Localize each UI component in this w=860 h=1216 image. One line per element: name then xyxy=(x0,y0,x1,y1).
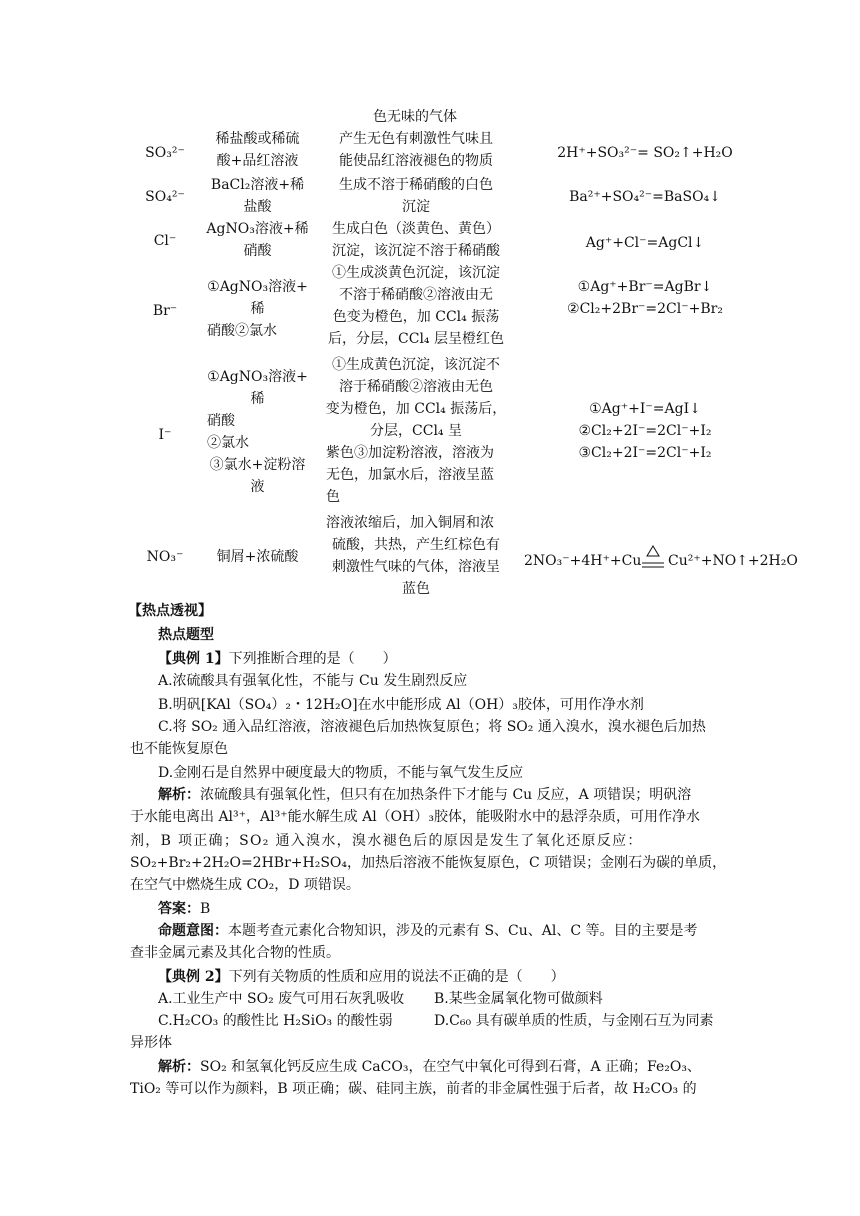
ion-cell: SO₄²⁻ xyxy=(145,189,185,205)
section-subheading: 热点题型 xyxy=(158,627,214,643)
intent-line-1: 命题意图：本题考查元素化合物知识，涉及的元素有 S、Cu、Al、C 等。目的主要是考 xyxy=(158,923,698,939)
reagent-cell: 稀盐酸或稀硫 酸+品红溶液 xyxy=(215,131,300,169)
analysis-line-1: 解析：SO₂ 和氢氧化钙反应生成 CaCO₃，在空气中氧化可得到石膏，A 正确；Fe₂O₃、 xyxy=(158,1059,701,1075)
answer-line xyxy=(158,898,210,920)
analysis-label: 解析： xyxy=(158,787,200,803)
phenomenon-cell: ①生成淡黄色沉淀，该沉淀 不溶于稀硝酸②溶液由无 色变为橙色，加 CCl₄ 振荡 后，分层，CCl₄ 层呈橙红色 xyxy=(328,265,504,347)
reagent-cell: ①AgNO₃溶液+ 稀 硝酸 ②氯水 ③氯水+淀粉溶 液 xyxy=(207,369,308,495)
ion-cell: NO₃⁻ xyxy=(146,549,184,565)
analysis-label: 解析： xyxy=(158,1059,200,1075)
phenomenon-cell: ①生成黄色沉淀，该沉淀不 溶于稀硝酸②溶液由无色 变为橙色，加 CCl₄ 振荡后， 分层，CCl₄ 呈 紫色③加淀粉溶液，溶液为 无色，加氯水后，溶液呈蓝 色 xyxy=(325,357,507,505)
reagent-cell: ①AgNO₃溶液+ 稀 硝酸②氯水 xyxy=(207,279,308,339)
reagent-cell: 铜屑+浓硫酸 xyxy=(216,549,299,565)
option-d: D.C₆₀ 具有碳单质的性质，与金刚石互为同素 xyxy=(434,1013,714,1029)
option-c-continued: 也不能恢复原色 xyxy=(130,741,228,757)
phenomenon-cell: 生成不溶于稀硝酸的白色 沉淀 xyxy=(339,177,493,215)
analysis-line-1: 解析：浓硫酸具有强氧化性，但只有在加热条件下才能与 Cu 反应，A 项错误；明矾溶 xyxy=(158,787,692,803)
option-d: D.金刚石是自然界中硬度最大的物质，不能与氧气发生反应 xyxy=(158,765,524,781)
ion-cell: Br⁻ xyxy=(152,303,178,319)
ion-cell: SO₃²⁻ xyxy=(145,145,185,161)
analysis-line-2: TiO₂ 等可以作为颜料，B 项正确；碳、硅同主族，前者的非金属性强于后者，故 H₂CO₃ 的 xyxy=(130,1081,697,1097)
answer-label: 答案： xyxy=(158,901,200,917)
ion-cell: I⁻ xyxy=(158,427,172,443)
equation-cell: Ba²⁺+SO₄²⁻=BaSO₄↓ xyxy=(569,189,721,205)
analysis-line-2: 于水能电离出 Al³⁺，Al³⁺能水解生成 Al（OH）₃胶体，能吸附水中的悬浮杂质，可用作净水 xyxy=(130,809,700,825)
example-tag: 【典例 2】 xyxy=(158,969,229,985)
question-text: 下列推断合理的是（ ） xyxy=(228,651,397,667)
answer-value: B xyxy=(200,901,211,917)
analysis-line-5: 在空气中燃烧生成 CO₂，D 项错误。 xyxy=(130,877,360,893)
equation-cell: Ag⁺+Cl⁻=AgCl↓ xyxy=(585,235,705,251)
option-c: C.H₂CO₃ 的酸性比 H₂SiO₃ 的酸性弱 xyxy=(158,1013,393,1029)
equation-left: 2NO₃⁻+4H⁺+Cu xyxy=(524,553,642,569)
question-line xyxy=(158,966,565,988)
option-b: B.某些金属氧化物可做颜料 xyxy=(434,991,603,1007)
analysis-line-3: 剂，B 项正确；SO₂ 通入溴水，溴水褪色后的原因是发生了氧化还原反应： xyxy=(130,833,643,849)
option-a: A.工业生产中 SO₂ 废气可用石灰乳吸收 xyxy=(158,991,405,1007)
option-c: C.将 SO₂ 通入品红溶液，溶液褪色后加热恢复原色；将 SO₂ 通入溴水，溴水褪色后加热 xyxy=(158,719,706,735)
option-d-continued: 异形体 xyxy=(130,1035,172,1051)
phenomenon-continued: 色无味的气体 xyxy=(373,109,457,125)
option-b: B.明矾[KAl（SO₄）₂・12H₂O]在水中能形成 Al（OH）₃胶体，可用作净水剂 xyxy=(158,697,644,713)
reagent-cell: AgNO₃溶液+稀 硝酸 xyxy=(206,221,309,259)
example-tag: 【典例 1】 xyxy=(158,651,229,667)
equation-cell: ①Ag⁺+Br⁻=AgBr↓ ②Cl₂+2Br⁻=2Cl⁻+Br₂ xyxy=(567,279,723,317)
intent-label: 命题意图： xyxy=(158,923,228,939)
equation-right: Cu²⁺+NO↑+2H₂O xyxy=(668,553,798,569)
phenomenon-cell: 溶液浓缩后，加入铜屑和浓 硫酸，共热，产生红棕色有 刺激性气味的气体，溶液呈 蓝色 xyxy=(326,515,500,597)
phenomenon-cell: 生成白色（淡黄色、黄色） 沉淀，该沉淀不溶于稀硝酸 xyxy=(332,221,500,259)
option-a: A.浓硫酸具有强氧化性，不能与 Cu 发生剧烈反应 xyxy=(158,673,468,689)
section-heading: 【热点透视】 xyxy=(128,603,212,619)
intent-line-2: 查非金属元素及其化合物的性质。 xyxy=(130,945,340,961)
heat-condition-icon xyxy=(640,544,666,574)
analysis-line-4: SO₂+Br₂+2H₂O=2HBr+H₂SO₄，加热后溶液不能恢复原色，C 项错误；金刚石为碳的单质， xyxy=(130,855,727,871)
ion-cell: Cl⁻ xyxy=(153,233,177,249)
reagent-cell: BaCl₂溶液+稀 盐酸 xyxy=(210,177,305,215)
phenomenon-cell: 产生无色有刺激性气味且 能使品红溶液褪色的物质 xyxy=(339,131,493,169)
question-line xyxy=(158,648,397,670)
equation-cell: 2H⁺+SO₃²⁻= SO₂↑+H₂O xyxy=(557,145,733,161)
equation-cell: ①Ag⁺+I⁻=AgI↓ ②Cl₂+2I⁻=2Cl⁻+I₂ ③Cl₂+2I⁻=2Cl⁻+I₂ xyxy=(578,401,712,461)
question-text: 下列有关物质的性质和应用的说法不正确的是（ ） xyxy=(228,969,565,985)
